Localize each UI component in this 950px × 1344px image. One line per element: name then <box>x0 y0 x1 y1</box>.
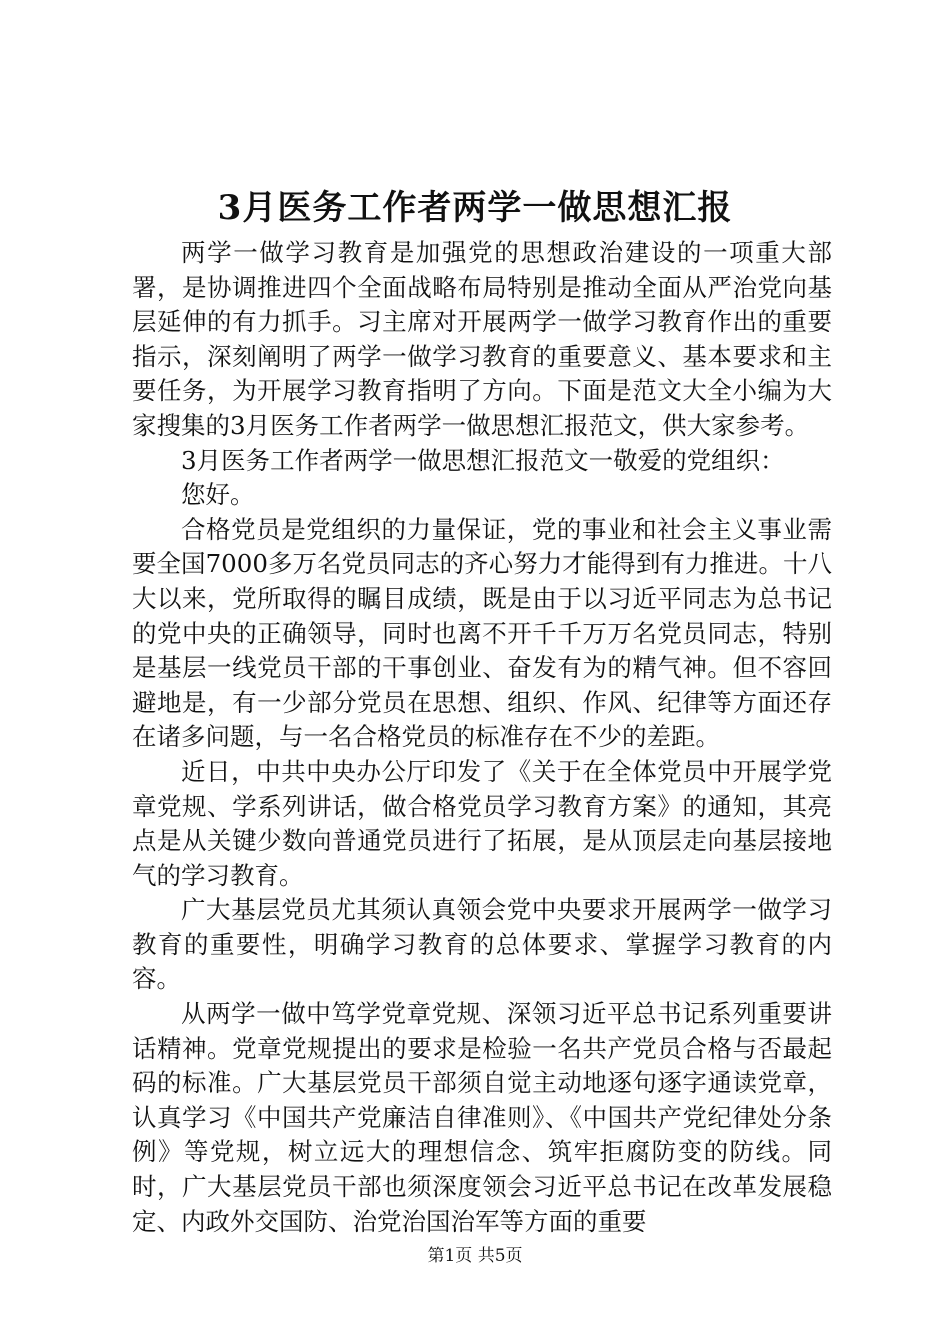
paragraph-greeting: 您好。 <box>181 480 255 510</box>
paragraph-study-party-rules: 从两学一做中笃学党章党规、深领习近平总书记系列重要讲话精神。党章党规提出的要求是检验一名共产党员合格与否最起码的标准。广大基层党员干部须自觉主动地逐句逐字通读党章，认真学习《中国共产党廉洁自律准则》、《中国共产党纪律处分条例》等党规，树立远大的理想信念、筑牢拒腐防变的防线。同时，广大基层党员干部也须深度领会习近平总书记在改革发展稳定、内政外交国防、治党治国治军等方面的重要 <box>132 999 832 1236</box>
paragraph-heading-salutation: 3月医务工作者两学一做思想汇报范文一敬爱的党组织： <box>181 445 785 475</box>
page-indicator: 第1页 共5页 <box>427 1246 523 1266</box>
paragraph-qualified-members: 合格党员是党组织的力量保证，党的事业和社会主义事业需要全国7000多万名党员同志的齐心努力才能得到有力推进。十八大以来，党所取得的瞩目成绩，既是由于以习近平同志为总书记的党中央的正确领导，同时也离不开千千万万名党员同志，特别是基层一线党员干部的干事创业、奋发有为的精气神。但不容回避地是，有一少部分党员在思想、组织、作风、纪律等方面还存在诸多问题，与一名合格党员的标准存在不少的差距。 <box>132 514 832 752</box>
paragraph-intro: 两学一做学习教育是加强党的思想政治建设的一项重大部署，是协调推进四个全面战略布局特别是推动全面从严治党向基层延伸的有力抓手。习主席对开展两学一做学习教育作出的重要指示，深刻阐明了两学一做学习教育的重要意义、基本要求和主要任务，为开展学习教育指明了方向。下面是范文大全小编为大家搜集的3月医务工作者两学一做思想汇报范文，供大家参考。 <box>132 238 832 440</box>
document-title: 3月医务工作者两学一做思想汇报 <box>217 188 733 228</box>
document-body <box>132 236 832 1239</box>
paragraph-grassroots-members: 广大基层党员尤其须认真领会党中央要求开展两学一做学习教育的重要性，明确学习教育的总体要求、掌握学习教育的内容。 <box>132 895 832 994</box>
paragraph-central-notice: 近日，中共中央办公厅印发了《关于在全体党员中开展学党章党规、学系列讲话，做合格党员学习教育方案》的通知，其亮点是从关键少数向普通党员进行了拓展，是从顶层走向基层接地气的学习教育。 <box>132 756 832 890</box>
